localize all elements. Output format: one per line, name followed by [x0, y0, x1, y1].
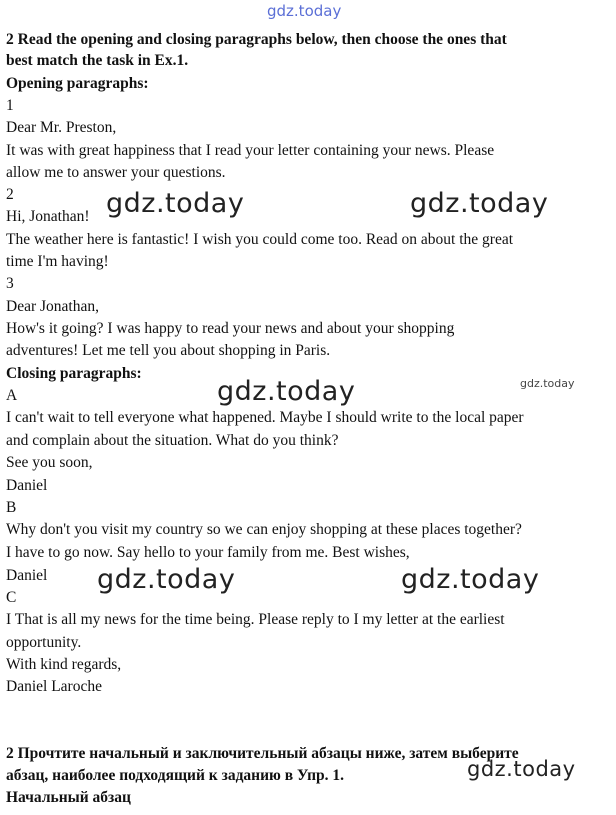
opening-text: time I'm having! [6, 253, 109, 270]
opening-text: Dear Jonathan, [6, 298, 99, 315]
opening-text: How's it going? I was happy to read your news and about your shopping [6, 320, 455, 337]
closing-text: I That is all my news for the time being. Please reply to I my letter at the earliest [6, 611, 505, 628]
closing-text: Daniel [6, 477, 48, 494]
closing-heading: Closing paragraphs: [6, 365, 142, 382]
opening-number: 2 [6, 186, 14, 203]
task-title: best match the task in Ex.1. [6, 52, 189, 69]
opening-text: allow me to answer your questions. [6, 164, 226, 181]
opening-heading: Opening paragraphs: [6, 75, 149, 92]
opening-number: 3 [6, 275, 14, 292]
watermark: gdz.today [217, 376, 356, 407]
translation-title: абзац, наиболее подходящий к заданию в Упр. 1. [6, 767, 345, 784]
watermark: gdz.today [106, 188, 245, 219]
closing-text: See you soon, [6, 454, 93, 471]
closing-text: With kind regards, [6, 656, 122, 673]
closing-letter: B [6, 499, 17, 516]
opening-text: The weather here is fantastic! I wish you could come too. Read on about the great [6, 231, 514, 248]
watermark: gdz.today [401, 564, 540, 595]
watermark: gdz.today [410, 188, 549, 219]
opening-number: 1 [6, 97, 14, 114]
closing-text: I can't wait to tell everyone what happened. Maybe I should write to the local paper [6, 409, 524, 426]
closing-text: Daniel [6, 567, 48, 584]
task-title: 2 Read the opening and closing paragraphs below, then choose the ones that [6, 31, 507, 48]
watermark: gdz.today [97, 564, 236, 595]
translation-title: 2 Прочтите начальный и заключительный абзацы ниже, затем выберите [6, 745, 519, 762]
opening-text: It was with great happiness that I read your letter containing your news. Please [6, 142, 495, 159]
opening-text: Hi, Jonathan! [6, 208, 90, 225]
closing-text: Daniel Laroche [6, 678, 102, 695]
opening-text: Dear Mr. Preston, [6, 119, 117, 136]
closing-letter: A [6, 387, 18, 404]
closing-text: and complain about the situation. What do you think? [6, 432, 339, 449]
closing-text: opportunity. [6, 634, 82, 651]
translation-heading: Начальный абзац [6, 789, 131, 806]
closing-letter: C [6, 589, 17, 606]
watermark-top: gdz.today [267, 2, 342, 20]
closing-text: I have to go now. Say hello to your family from me. Best wishes, [6, 544, 410, 561]
closing-text: Why don't you visit my country so we can enjoy shopping at these places together? [6, 521, 522, 538]
watermark: gdz.today [467, 757, 576, 781]
watermark-small: gdz.today [520, 377, 575, 390]
opening-text: adventures! Let me tell you about shopping in Paris. [6, 342, 331, 359]
